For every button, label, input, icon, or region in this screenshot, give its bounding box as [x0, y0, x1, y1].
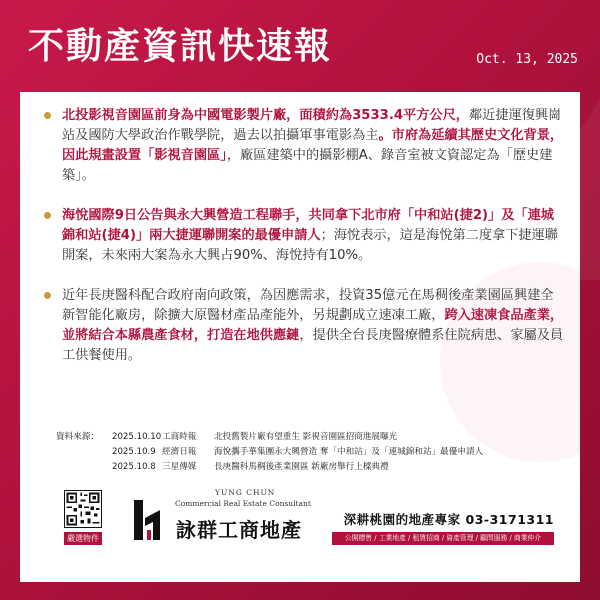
bullet-icon	[44, 292, 51, 299]
source-title: 北投舊製片廠有望重生 影視音園區招商進展曝光	[214, 432, 398, 442]
body-text: ；海悅表示，這是海悅第二度拿下捷運聯開案，未來兩大案為永大興占90%、海悅持有10%。	[62, 228, 558, 263]
source-publisher: 三星傳媒	[162, 462, 197, 472]
body-text: ，廠區建築中的攝影棚A、錄音室被文資認定為「歷史建築」。	[62, 148, 553, 183]
services-bar: 公開標售 / 工業地產 / 租賃招商 / 資產管理 / 顧問服務 / 商業仲介	[332, 532, 554, 545]
source-publisher: 工商時報	[162, 432, 197, 442]
page-title: 不動產資訊快速報	[28, 25, 333, 67]
source-title: 海悅攜手華集團永大興營造 奪「中和站」及「連城錦和站」最優申請人	[214, 447, 484, 457]
qr-code-icon[interactable]	[64, 490, 102, 528]
news-list	[42, 106, 564, 386]
highlight-text: 海悅國際9日公告與永大興營造工程聯手，共同拿下北市府「中和站(捷2)」及「連城錦和站(捷4)」兩大捷運聯開案的最優申請人	[62, 208, 554, 243]
logo-chinese-name: 詠群工商地產	[176, 518, 302, 542]
body-text: 鄰近捷運復興崗站及國防大學政治作戰學院，過去以拍攝軍事電影為主	[62, 108, 562, 143]
source-date: 2025.10.9	[112, 447, 156, 457]
news-item	[42, 206, 564, 266]
company-logo-icon	[132, 496, 170, 542]
header	[0, 0, 600, 92]
bullet-icon	[44, 112, 51, 119]
footer	[20, 480, 580, 572]
source-publisher: 經濟日報	[162, 447, 197, 457]
source-title: 長庚醫科馬稠後產業園區 新廠房舉行上樑典禮	[214, 462, 389, 472]
sources-block	[56, 430, 566, 475]
body-text: ，提供全台長庚醫療體系住院病患、家屬及員工供餐使用。	[62, 328, 564, 363]
body-text: 近年長庚醫科配合政府南向政策，為因應需求，投資35億元在馬稠後產業園區興建全新智能化廠房，除擴大原醫材產品產能外，另規劃成立速凍工廠，	[62, 288, 554, 323]
logo-english-name: YUNG CHUN	[215, 488, 276, 497]
news-item	[42, 106, 564, 186]
source-date: 2025.10.8	[112, 462, 156, 472]
source-row	[56, 460, 566, 475]
publish-date: Oct. 13, 2025	[476, 52, 578, 67]
sources-label: 資料來源：	[56, 432, 99, 442]
highlight-text: 跨入速凍食品產業，並將結合本縣農產食材，打造在地供應鏈	[62, 308, 564, 343]
highlight-text: 。市府為延續其歷史文化背景，因此規畫設置「影視音園區」	[62, 128, 564, 163]
source-date: 2025.10.10	[112, 432, 162, 442]
news-item-text	[62, 286, 564, 366]
source-row	[56, 430, 566, 445]
source-row	[56, 445, 566, 460]
news-item-text	[62, 206, 564, 266]
logo-english-tagline: Commercial Real Estate Consultant	[175, 499, 311, 508]
qr-label: 嚴選物件	[64, 532, 102, 545]
highlight-text: 北投影視音園區前身為中國電影製片廠，面積約為3533.4平方公尺，	[62, 108, 469, 123]
bullet-icon	[44, 212, 51, 219]
slogan-phone: 深耕桃園的地產專家 03-3171311	[343, 512, 554, 527]
news-item	[42, 286, 564, 366]
news-item-text	[62, 106, 564, 186]
